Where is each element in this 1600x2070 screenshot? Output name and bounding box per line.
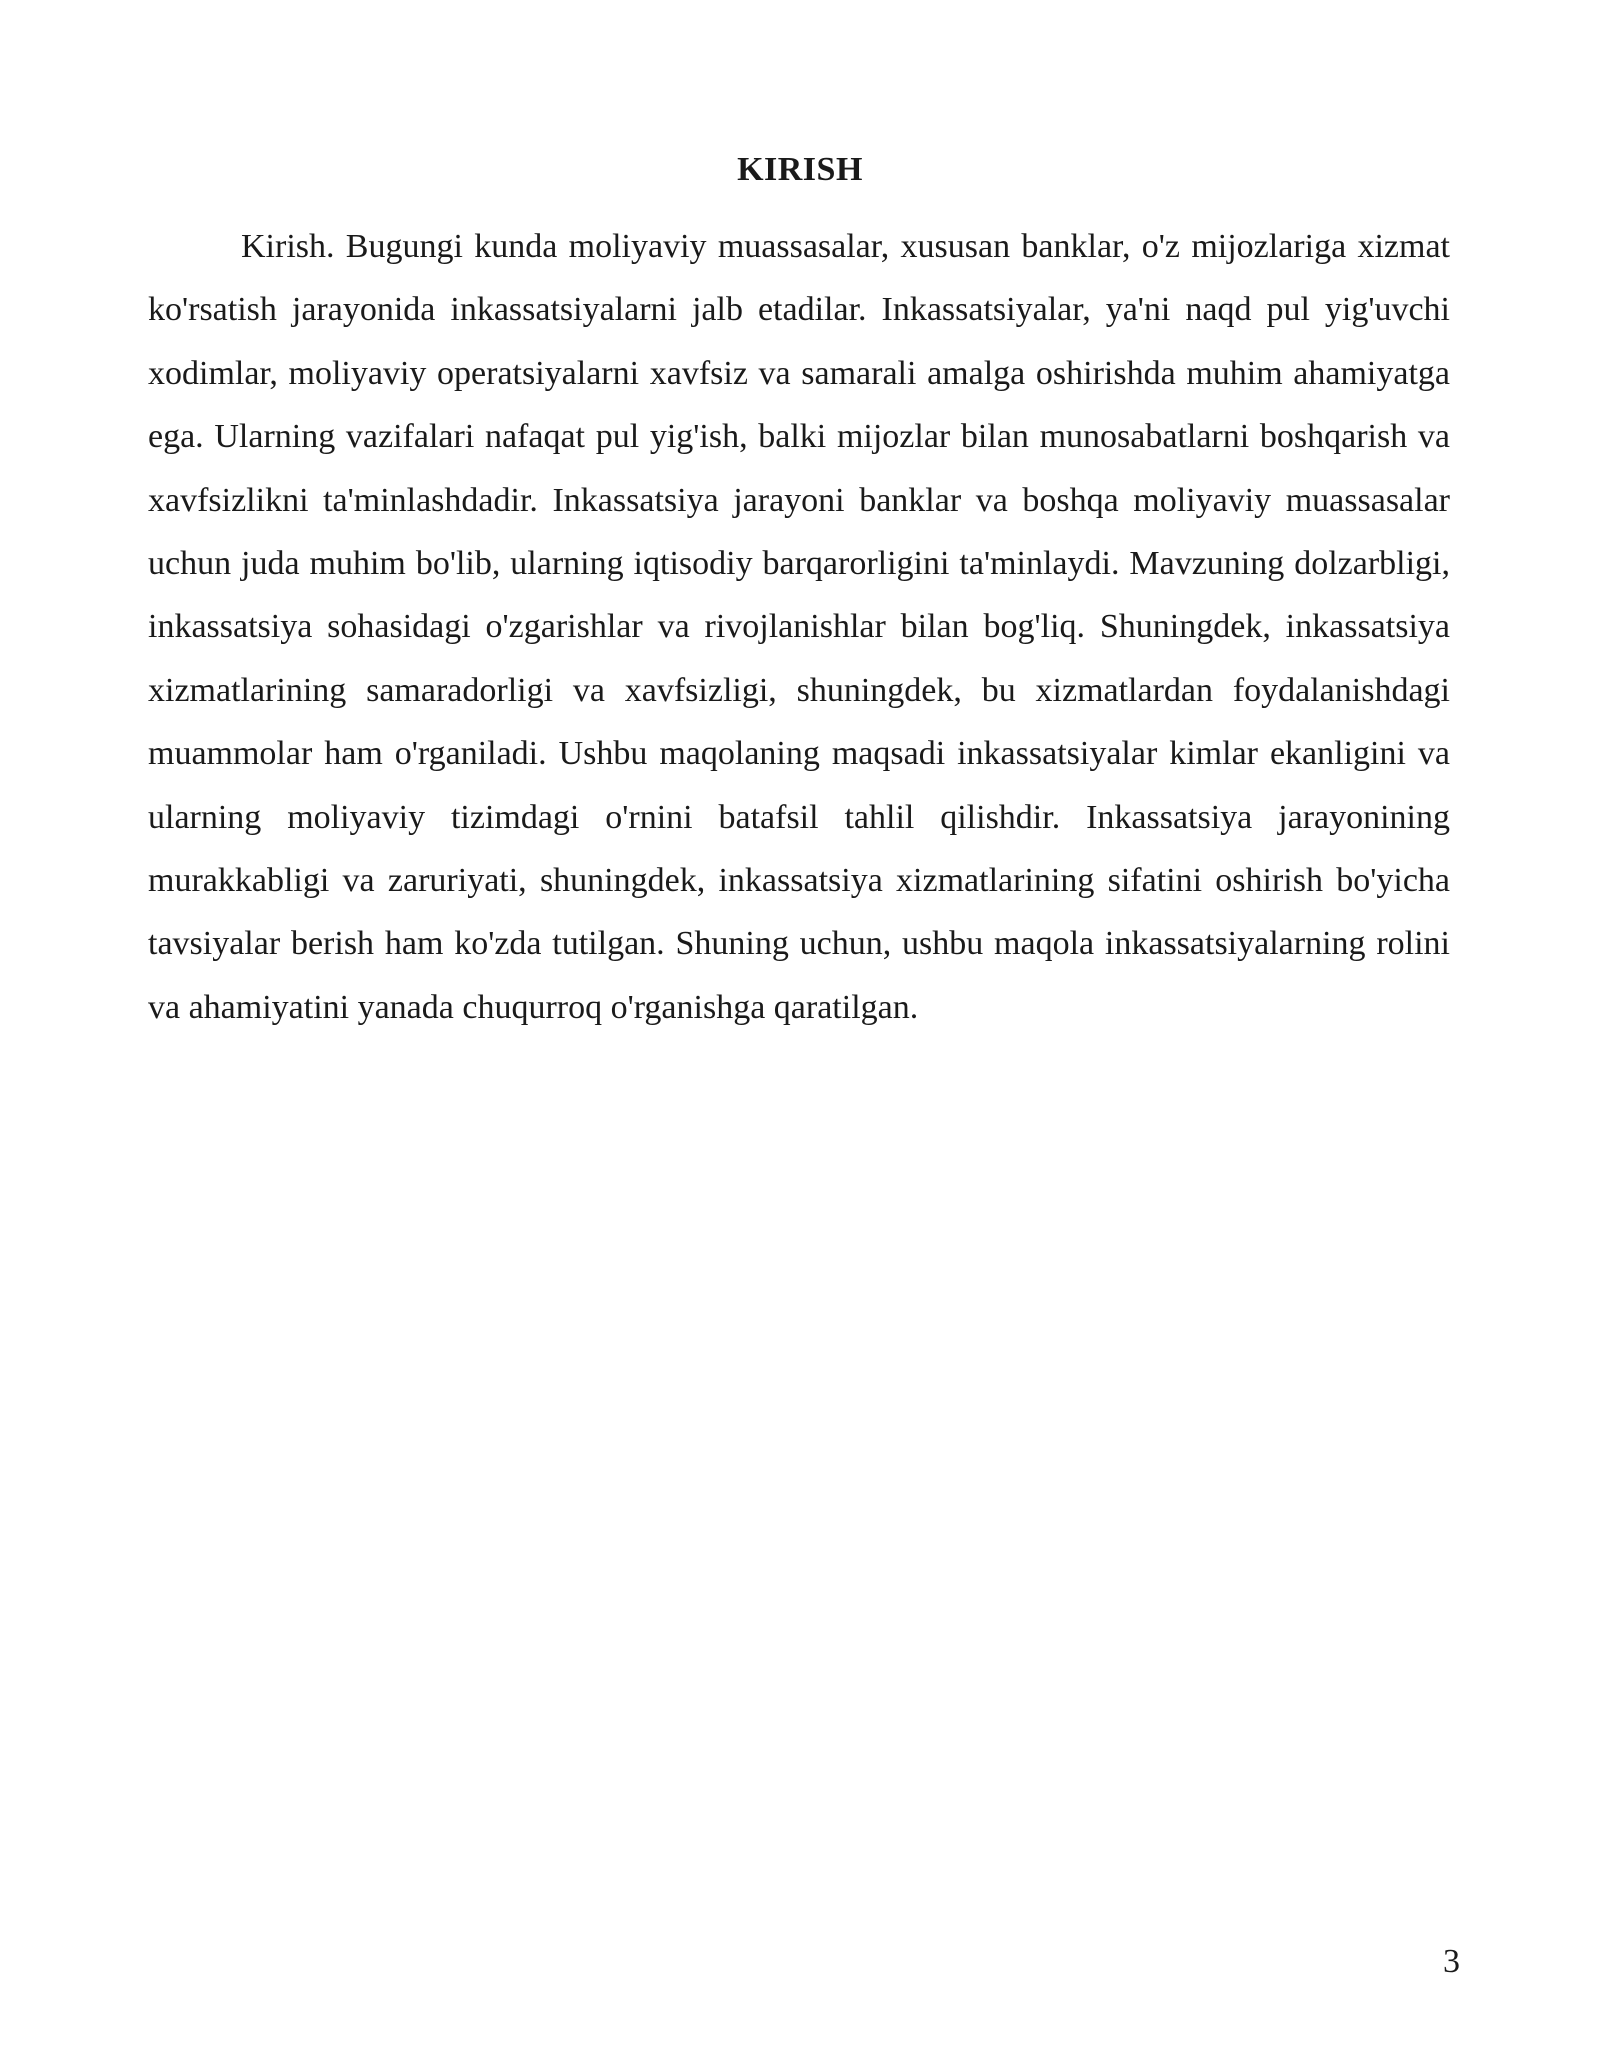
body-paragraph: Kirish. Bugungi kunda moliyaviy muassasalar, xususan banklar, o'z mijozlariga xizmat ko'rsatish jarayonida inkassatsiyalarni jalb etadilar. Inkassatsiyalar, ya'ni naqd pul yig'uvchi xodimlar, moliyaviy operatsiyalarni xavfsiz va samarali amalga oshirishda muhim ahamiyatga ega. Ularning vazifalari nafaqat pul yig'ish, balki mijozlar bilan munosabatlarni boshqarish va xavfsizlikni ta'minlashdadir. Inkassatsiya jarayoni banklar va boshqa moliyaviy muassasalar uchun juda muhim bo'lib, ularning iqtisodiy barqarorligini ta'minlaydi. Mavzuning dolzarbligi, inkassatsiya sohasidagi o'zgarishlar va rivojlanishlar bilan bog'liq. Shuningdek, inkassatsiya xizmatlarining samaradorligi va xavfsizligi, shuningdek, bu xizmatlardan foydalanishdagi muammolar ham o'rganiladi. Ushbu maqolaning maqsadi inkassatsiyalar kimlar ekanligini va ularning moliyaviy tizimdagi o'rnini batafsil tahlil qilishdir. Inkassatsiya jarayonining murakkabligi va zaruriyati, shuningdek, inkassatsiya xizmatlarining sifatini oshirish bo'yicha tavsiyalar berish ham ko'zda tutilgan. Shuning uchun, ushbu maqola inkassatsiyalarning rolini va ahamiyatini yanada chuqurroq o'rganishga qaratilgan. bbox=[148, 228, 1450, 1026]
section-heading: KIRISH bbox=[737, 151, 863, 188]
page-number: 3 bbox=[1443, 1943, 1460, 1980]
